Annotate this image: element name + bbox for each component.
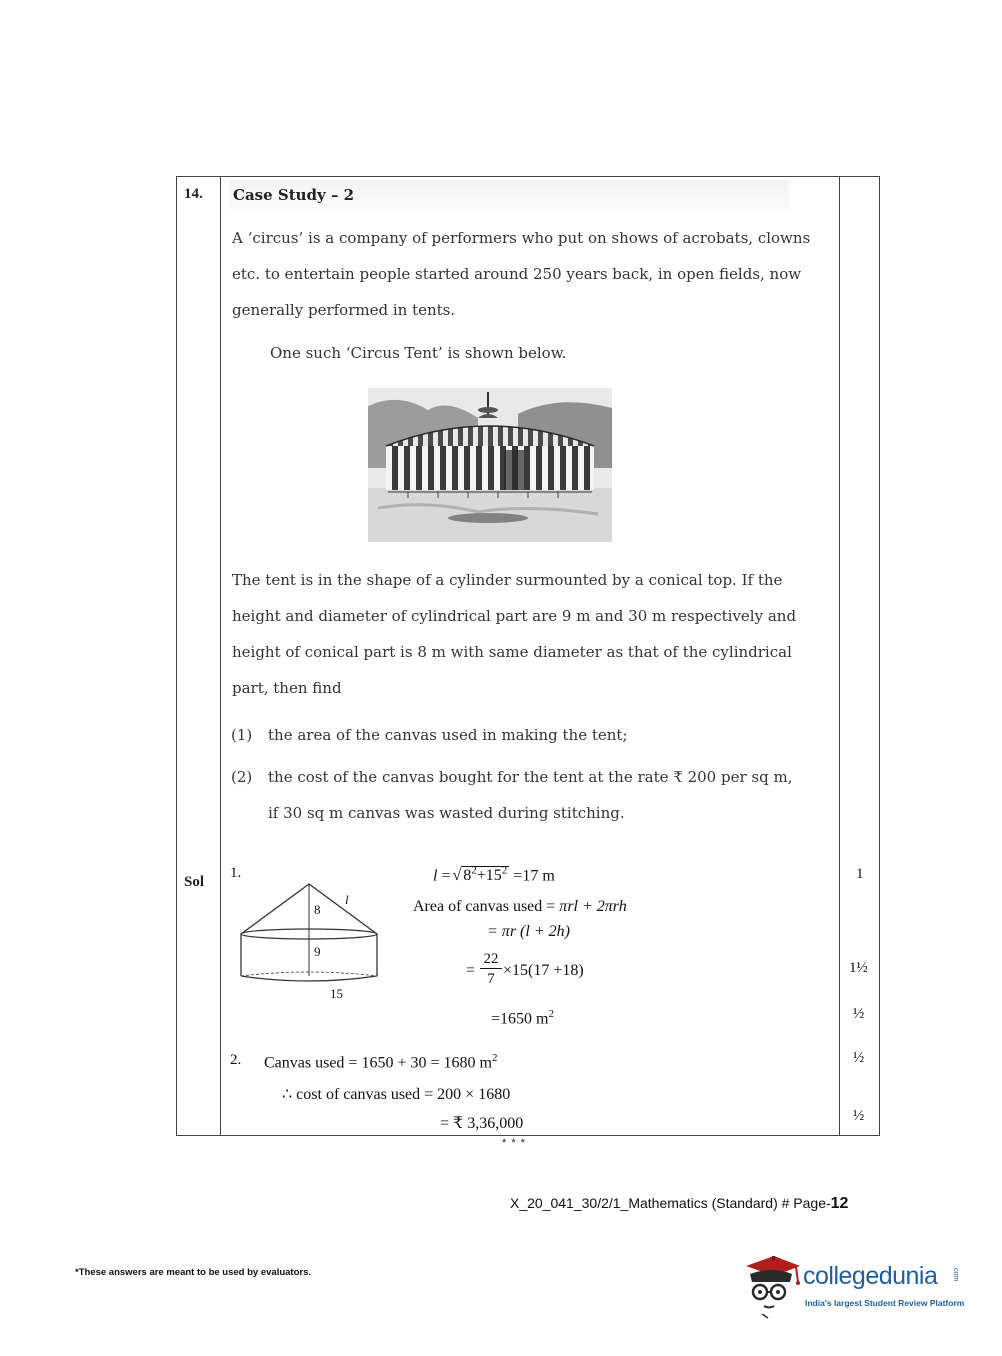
canvas-used-text: Canvas used = 1650 + 30 = 1680 m	[264, 1054, 492, 1072]
question-number: 14.	[184, 186, 203, 202]
page-reference-text: X_20_041_30/2/1_Mathematics (Standard) # Page-	[510, 1195, 831, 1211]
end-marker: * * *	[502, 1137, 526, 1149]
solution-part-1-number: 1.	[230, 865, 242, 881]
cone-cylinder-diagram	[238, 880, 380, 1004]
cost-result: = ₹ 3,36,000	[440, 1115, 524, 1132]
area-label: Area of canvas used =	[413, 898, 556, 915]
area-result-value: =1650 m	[491, 1010, 549, 1028]
collegedunia-mascot-icon	[742, 1252, 802, 1320]
body-line-3: height of conical part is 8 m with same diameter as that of the cylindrical	[232, 643, 792, 661]
fraction-equals: =	[466, 962, 476, 979]
part-2-text-2: if 30 sq m canvas was wasted during stitching.	[268, 804, 625, 822]
area-result	[491, 1008, 554, 1028]
column-divider-right	[839, 177, 840, 1135]
part-1-number: (1)	[231, 726, 253, 744]
evaluator-disclaimer: *These answers are meant to be used by evaluators.	[75, 1267, 312, 1278]
case-study-heading: Case Study – 2	[233, 186, 355, 204]
circus-tent-photo	[368, 388, 612, 542]
body-line-1: The tent is in the shape of a cylinder surmounted by a conical top. If the	[232, 571, 783, 589]
canvas-used-square: 2	[491, 1052, 498, 1064]
cost-line: ∴ cost of canvas used = 200 × 1680	[282, 1086, 511, 1103]
intro-line-3: generally performed in tents.	[232, 301, 456, 319]
mark-2: 1½	[849, 960, 868, 976]
intro-line-2: etc. to entertain people started around 250 years back, in open fields, now	[232, 265, 802, 283]
part-1-text: the area of the canvas used in making the tent;	[268, 726, 628, 744]
slant-square-1: 2	[471, 865, 477, 877]
brand-tagline: India's largest Student Review Platform	[805, 1298, 965, 1308]
column-divider-left	[220, 177, 221, 1135]
diagram-cylinder-height: 9	[314, 944, 321, 959]
diagram-cone-height: 8	[314, 902, 321, 917]
part-2-number: (2)	[231, 768, 253, 786]
body-line-2: height and diameter of cylindrical part are 9 m and 30 m respectively and	[232, 607, 797, 625]
mark-4: ½	[853, 1050, 865, 1066]
area-formula: πrl + 2πrh	[559, 898, 627, 915]
slant-radical-base: 8	[463, 867, 472, 885]
page-reference	[510, 1195, 848, 1213]
solution-label: Sol	[184, 874, 205, 890]
tent-caption: One such ‘Circus Tent’ is shown below.	[270, 344, 567, 362]
mark-5: ½	[853, 1108, 865, 1124]
area-formula-line	[413, 898, 627, 916]
brand-name: collegedunia	[803, 1262, 938, 1290]
slant-radical-plus: +15	[476, 867, 502, 885]
fraction-denominator: 7	[487, 971, 495, 987]
part-2-text-1: the cost of the canvas bought for the tent at the rate ₹ 200 per sq m,	[268, 768, 793, 786]
area-result-square: 2	[548, 1008, 554, 1020]
canvas-used-line	[264, 1052, 497, 1072]
slant-symbol: l	[433, 867, 438, 885]
diagram-radius: 15	[330, 986, 343, 1001]
slant-result: =17 m	[513, 867, 555, 885]
diagram-slant-label: l	[345, 892, 349, 907]
solution-part-2-number: 2.	[230, 1052, 242, 1068]
slant-equals: =	[441, 867, 451, 885]
area-step-2: = πr (l + 2h)	[487, 923, 570, 940]
slant-equation: l = √ $8^2+15^2 =17$ m	[433, 865, 555, 885]
mark-3: ½	[853, 1006, 865, 1022]
page-number: 12	[830, 1195, 849, 1212]
body-line-4: part, then find	[232, 679, 342, 697]
mark-1: 1	[856, 866, 864, 882]
fraction-rest: ×15(17 +18)	[503, 962, 584, 979]
brand-suffix: .com	[952, 1266, 959, 1282]
slant-square-2: 2	[501, 865, 508, 877]
fraction-numerator: 22	[480, 950, 502, 969]
intro-line-1: A ‘circus’ is a company of performers who put on shows of acrobats, clowns	[232, 229, 811, 247]
